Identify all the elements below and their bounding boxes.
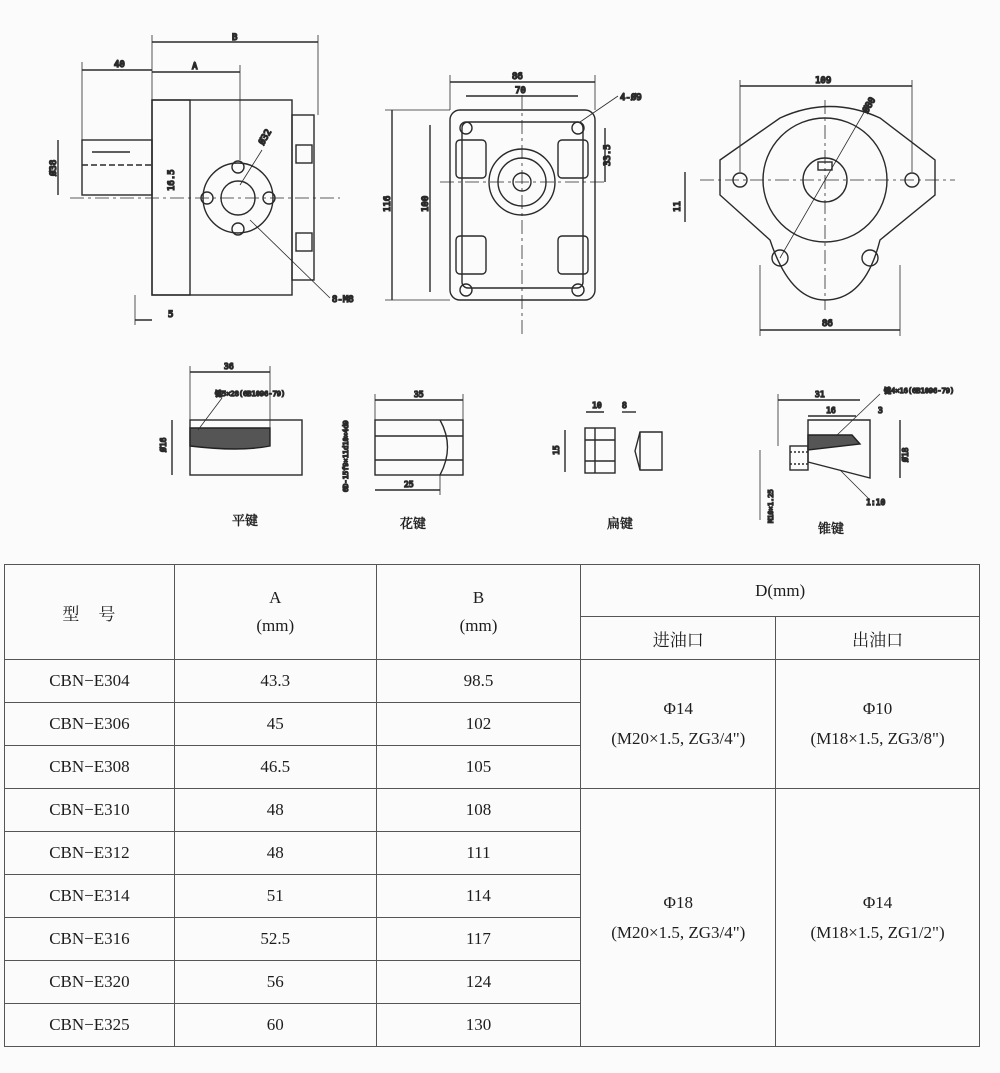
cell-model: CBN−E320 <box>5 961 175 1004</box>
spline-spec: 6D-15f9×11d10×4d9 <box>342 420 350 492</box>
cell-B: 114 <box>376 875 581 918</box>
dim-86-rear: 86 <box>822 319 833 329</box>
dim-16: 16.5 <box>167 169 177 191</box>
cell-A: 60 <box>174 1004 376 1047</box>
caption-spline: 花键 <box>400 517 427 532</box>
flat-shaft-w8: 8 <box>622 401 627 410</box>
dim-11: 11 <box>673 201 683 212</box>
inlet-dia: Φ14 <box>663 699 693 718</box>
cell-A: 43.3 <box>174 660 376 703</box>
cell-B: 105 <box>376 746 581 789</box>
dim-phi80: Ø80 <box>861 95 879 115</box>
cell-A: 48 <box>174 789 376 832</box>
flat-shaft-drawing <box>565 412 662 473</box>
dim-109: 109 <box>815 76 832 86</box>
header-A-label: A <box>269 588 282 607</box>
inlet-spec: (M20×1.5, ZG3/4") <box>611 729 746 748</box>
dim-100: 100 <box>421 195 431 212</box>
cell-inlet-group-2 <box>581 789 776 1047</box>
cell-A: 48 <box>174 832 376 875</box>
taper-thread: M10×1.25 <box>767 489 775 523</box>
inlet-spec: (M20×1.5, ZG3/4") <box>611 922 746 942</box>
table-row <box>5 789 980 832</box>
outlet-spec: (M18×1.5, ZG1/2") <box>810 922 945 942</box>
cell-model: CBN−E312 <box>5 832 175 875</box>
cell-model: CBN−E325 <box>5 1004 175 1047</box>
flat-shaft-h15: 15 <box>552 445 561 455</box>
cell-B: 102 <box>376 703 581 746</box>
cell-A: 51 <box>174 875 376 918</box>
front-view-drawing <box>385 75 618 335</box>
flat-key-spec: 键5×28(GB1096-79) <box>215 390 286 398</box>
rear-view-drawing <box>685 80 955 336</box>
dim-A: A <box>192 62 198 72</box>
header-inlet: 进油口 <box>581 617 776 660</box>
flat-key-drawing <box>172 366 302 475</box>
header-B-unit: (mm) <box>459 616 498 635</box>
dim-holes: 4-Ø9 <box>620 93 642 103</box>
flat-key-dia: Ø16 <box>159 437 168 452</box>
cell-model: CBN−E314 <box>5 875 175 918</box>
side-view-drawing <box>58 35 340 325</box>
header-model: 型 号 <box>5 565 175 660</box>
cell-model: CBN−E306 <box>5 703 175 746</box>
taper-dia: Ø18 <box>901 447 910 462</box>
cell-model: CBN−E308 <box>5 746 175 789</box>
outlet-dia: Φ14 <box>862 892 893 912</box>
header-B <box>376 565 581 660</box>
cell-B: 117 <box>376 918 581 961</box>
flat-shaft-w10: 10 <box>592 401 602 410</box>
caption-flat-shaft: 扁键 <box>607 517 634 532</box>
cell-B: 98.5 <box>376 660 581 703</box>
dim-B: B <box>232 33 238 43</box>
cell-inlet-group-1 <box>581 660 776 789</box>
dim-70: 70 <box>515 86 526 96</box>
header-D: D(mm) <box>581 565 980 617</box>
cell-B: 108 <box>376 789 581 832</box>
taper-d3: 3 <box>878 406 883 415</box>
cell-A: 45 <box>174 703 376 746</box>
taper-len31: 31 <box>815 390 825 399</box>
cell-model: CBN−E316 <box>5 918 175 961</box>
outlet-spec: (M18×1.5, ZG3/8") <box>810 729 945 748</box>
dim-bolt: 8-M8 <box>332 295 354 305</box>
header-A-unit: (mm) <box>256 616 295 635</box>
header-B-label: B <box>472 588 485 607</box>
dim-40: 40 <box>114 60 125 70</box>
taper-spec: 键4×16(GB1096-79) <box>884 387 955 395</box>
cell-A: 56 <box>174 961 376 1004</box>
cell-A: 46.5 <box>174 746 376 789</box>
taper-ratio: 1:10 <box>866 498 886 507</box>
spec-table <box>4 564 980 1047</box>
spline-key-drawing <box>375 394 463 495</box>
cell-B: 124 <box>376 961 581 1004</box>
dim-33: 33.5 <box>603 144 613 166</box>
cell-B: 111 <box>376 832 581 875</box>
caption-taper-key: 锥键 <box>818 522 845 537</box>
header-A <box>174 565 376 660</box>
dim-38: Ø38 <box>49 159 59 176</box>
cell-A: 52.5 <box>174 918 376 961</box>
taper-len16: 16 <box>826 406 836 415</box>
dim-5: 5 <box>168 310 174 320</box>
cell-outlet-group-1 <box>776 660 980 789</box>
table-row <box>5 660 980 703</box>
dim-86-front: 86 <box>512 72 523 82</box>
spline-len35: 35 <box>414 390 424 399</box>
outlet-dia: Φ10 <box>862 699 893 718</box>
cell-outlet-group-2 <box>776 789 980 1047</box>
dim-116: 116 <box>383 195 393 212</box>
dim-phi: Ø32 <box>257 127 275 147</box>
flat-key-len: 36 <box>224 362 234 371</box>
cell-model: CBN−E310 <box>5 789 175 832</box>
cell-B: 130 <box>376 1004 581 1047</box>
cell-model: CBN−E304 <box>5 660 175 703</box>
spline-len25: 25 <box>404 480 414 489</box>
caption-flat-key: 平键 <box>232 514 259 529</box>
inlet-dia: Φ18 <box>663 892 693 912</box>
header-outlet: 出油口 <box>776 617 980 660</box>
